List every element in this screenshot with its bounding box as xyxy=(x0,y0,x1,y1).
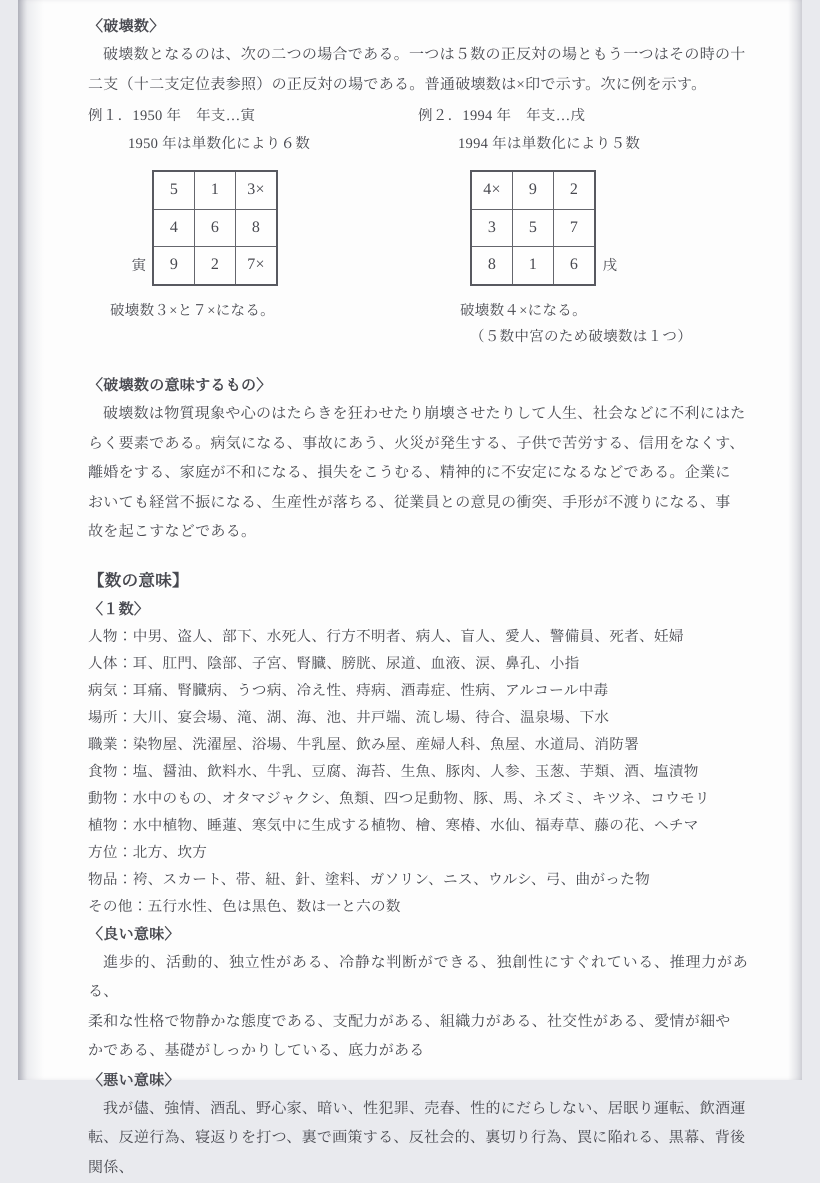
example-2 xyxy=(418,102,640,286)
table-row xyxy=(471,171,595,209)
magic-cell: 2 xyxy=(554,171,596,209)
example-1-zodiac-label: 寅 xyxy=(128,259,150,286)
section-heading-hakaisu: 〈破壊数〉 xyxy=(88,14,748,40)
category-value: 耳、肛門、陰部、子宮、腎臓、膀胱、尿道、血液、涙、鼻孔、小指 xyxy=(133,656,580,672)
category-value: 塩、醤油、飲料水、牛乳、豆腐、海苔、生魚、豚肉、人参、玉葱、芋類、酒、塩漬物 xyxy=(133,764,699,780)
category-line-sonota: その他：五行水性、色は黒色、数は一と六の数 xyxy=(88,894,748,921)
example-2-result: 破壊数４×になる。 xyxy=(460,298,692,324)
example-2-result-block xyxy=(460,298,692,350)
magic-cell: 6 xyxy=(554,247,596,285)
magic-cell: 4× xyxy=(471,171,513,209)
category-label: 植物 xyxy=(88,818,118,834)
scanned-page-sheet xyxy=(18,0,802,1080)
magic-cell: 8 xyxy=(236,209,278,247)
magic-cell: 5 xyxy=(513,209,554,247)
bad-meaning-line-1: 我が儘、強情、酒乱、野心家、暗い、性犯罪、売春、性的にだらしない、居眠り運転、飲酒運 xyxy=(88,1095,748,1125)
example-2-note: （５数中宮のため破壊数は１つ） xyxy=(460,324,692,350)
category-value: 水中のもの、オタマジャクシ、魚類、四つ足動物、豚、馬、ネズミ、キツネ、コウモリ xyxy=(133,791,710,807)
category-label: 場所 xyxy=(88,710,118,726)
table-row xyxy=(153,209,277,247)
magic-cell: 9 xyxy=(513,171,554,209)
category-line-buppin: 物品：袴、スカート、帯、紐、針、塗料、ガソリン、ニス、ウルシ、弓、曲がった物 xyxy=(88,867,748,894)
magic-cell: 1 xyxy=(513,247,554,285)
section-heading-hakaisu-imi: 〈破壊数の意味するもの〉 xyxy=(88,372,748,400)
hakaisu-imi-line-3: 離婚をする、家庭が不和になる、損失をこうむる、精神的に不安定になるなどである。企業に xyxy=(88,459,748,489)
hakaisu-imi-line-4: おいても経営不振になる、生産性が落ちる、従業員との意見の衝突、手形が不渡りになる、事 xyxy=(88,489,748,519)
heading-good-meaning: 〈良い意味〉 xyxy=(88,921,748,949)
category-value: 中男、盗人、部下、水死人、行方不明者、病人、盲人、愛人、警備員、死者、妊婦 xyxy=(133,629,684,645)
category-label: その他 xyxy=(88,899,133,915)
example-results xyxy=(88,298,748,356)
magic-cell: 6 xyxy=(195,209,236,247)
category-label: 病気 xyxy=(88,683,118,699)
category-line-jinbutsu: 人物：中男、盗人、部下、水死人、行方不明者、病人、盲人、愛人、警備員、死者、妊婦 xyxy=(88,624,748,651)
example-2-subtitle: 1994 年は単数化により５数 xyxy=(418,130,640,158)
good-meaning-line-2: 柔和な性格で物静かな態度である、支配力がある、組織力がある、社交性がある、愛情が細や xyxy=(88,1008,748,1038)
category-line-jintai: 人体：耳、肛門、陰部、子宮、腎臓、膀胱、尿道、血液、涙、鼻孔、小指 xyxy=(88,651,748,678)
category-line-doubutsu: 動物：水中のもの、オタマジャクシ、魚類、四つ足動物、豚、馬、ネズミ、キツネ、コウモリ xyxy=(88,786,748,813)
category-value: 耳痛、腎臓病、うつ病、冷え性、痔病、酒毒症、性病、アルコール中毒 xyxy=(133,683,609,699)
table-row xyxy=(153,247,277,285)
category-line-shokubutsu: 植物：水中植物、睡蓮、寒気中に生成する植物、檜、寒椿、水仙、福寿草、藤の花、ヘチマ xyxy=(88,813,748,840)
magic-cell: 2 xyxy=(195,247,236,285)
heading-bad-meaning: 〈悪い意味〉 xyxy=(88,1067,748,1095)
magic-cell: 5 xyxy=(153,171,195,209)
category-label: 職業 xyxy=(88,737,118,753)
table-row xyxy=(153,171,277,209)
magic-square-1 xyxy=(152,170,278,286)
page-content xyxy=(88,14,748,1183)
example-1-grid-wrap xyxy=(88,170,310,286)
magic-square-2 xyxy=(470,170,596,286)
hakaisu-imi-line-1: 破壊数は物質現象や心のはたらきを狂わせたり崩壊させたりして人生、社会などに不利にはた xyxy=(88,400,748,430)
good-meaning-line-1: 進歩的、活動的、独立性がある、冷静な判断ができる、独創性にすぐれている、推理力がある、 xyxy=(88,949,748,1008)
magic-cell: 7× xyxy=(236,247,278,285)
category-value: 大川、宴会場、滝、湖、海、池、井戸端、流し場、待合、温泉場、下水 xyxy=(133,710,610,726)
example-2-title: 例２．1994 年 年支…戌 xyxy=(418,102,640,130)
category-label: 動物 xyxy=(88,791,118,807)
examples-container xyxy=(88,102,748,288)
category-line-basho: 場所：大川、宴会場、滝、湖、海、池、井戸端、流し場、待合、温泉場、下水 xyxy=(88,705,748,732)
magic-cell: 3× xyxy=(236,171,278,209)
category-label: 食物 xyxy=(88,764,118,780)
category-label: 人物 xyxy=(88,629,118,645)
category-value: 染物屋、洗濯屋、浴場、牛乳屋、飲み屋、産婦人科、魚屋、水道局、消防署 xyxy=(133,737,639,753)
category-line-houi: 方位：北方、坎方 xyxy=(88,840,748,867)
category-line-byouki: 病気：耳痛、腎臓病、うつ病、冷え性、痔病、酒毒症、性病、アルコール中毒 xyxy=(88,678,748,705)
example-1-title: 例１．1950 年 年支…寅 xyxy=(88,102,310,130)
category-line-shokumotsu: 食物：塩、醤油、飲料水、牛乳、豆腐、海苔、生魚、豚肉、人参、玉葱、芋類、酒、塩漬物 xyxy=(88,759,748,786)
magic-cell: 7 xyxy=(554,209,596,247)
page-right-edge-shadow xyxy=(788,0,802,1080)
section-heading-kazu-no-imi: 【数の意味】 xyxy=(88,566,748,596)
bad-meaning-line-3: 関係、 xyxy=(88,1154,748,1183)
example-1 xyxy=(88,102,310,286)
category-value: 北方、坎方 xyxy=(133,845,207,861)
category-line-shokugyou: 職業：染物屋、洗濯屋、浴場、牛乳屋、飲み屋、産婦人科、魚屋、水道局、消防署 xyxy=(88,732,748,759)
example-1-subtitle: 1950 年は単数化により６数 xyxy=(88,130,310,158)
good-meaning-line-3: かである、基礎がしっかりしている、底力がある xyxy=(88,1037,748,1067)
table-row xyxy=(471,247,595,285)
category-label: 人体 xyxy=(88,656,118,672)
magic-cell: 4 xyxy=(153,209,195,247)
example-1-result: 破壊数３×と７×になる。 xyxy=(110,298,275,324)
spacer xyxy=(88,356,748,372)
magic-cell: 9 xyxy=(153,247,195,285)
magic-cell: 8 xyxy=(471,247,513,285)
hakaisu-imi-line-2: らく要素である。病気になる、事故にあう、火災が発生する、子供で苦労する、信用をなくす、 xyxy=(88,430,748,460)
page-binding-shadow xyxy=(18,0,44,1080)
magic-cell: 3 xyxy=(471,209,513,247)
category-label: 方位 xyxy=(88,845,118,861)
example-2-zodiac-label: 戌 xyxy=(599,259,621,286)
spacer xyxy=(88,548,748,566)
example-2-grid-wrap xyxy=(418,170,640,286)
category-value: 水中植物、睡蓮、寒気中に生成する植物、檜、寒椿、水仙、福寿草、藤の花、ヘチマ xyxy=(133,818,699,834)
category-label: 物品 xyxy=(88,872,118,888)
magic-cell: 1 xyxy=(195,171,236,209)
subsection-heading-ichisu: 〈１数〉 xyxy=(88,596,748,624)
table-row xyxy=(471,209,595,247)
hakaisu-paragraph-line-1: 破壊数となるのは、次の二つの場合である。一つは５数の正反対の場ともう一つはその時の十 xyxy=(88,41,748,71)
bad-meaning-line-2: 転、反逆行為、寝返りを打つ、裏で画策する、反社会的、裏切り行為、罠に陥れる、黒幕、背後 xyxy=(88,1124,748,1154)
hakaisu-imi-line-5: 故を起こすなどである。 xyxy=(88,518,748,548)
category-value: 五行水性、色は黒色、数は一と六の数 xyxy=(148,899,401,915)
category-value: 袴、スカート、帯、紐、針、塗料、ガソリン、ニス、ウルシ、弓、曲がった物 xyxy=(133,872,650,888)
hakaisu-paragraph-line-2: 二支（十二支定位表参照）の正反対の場である。普通破壊数は×印で示す。次に例を示す。 xyxy=(88,71,748,101)
